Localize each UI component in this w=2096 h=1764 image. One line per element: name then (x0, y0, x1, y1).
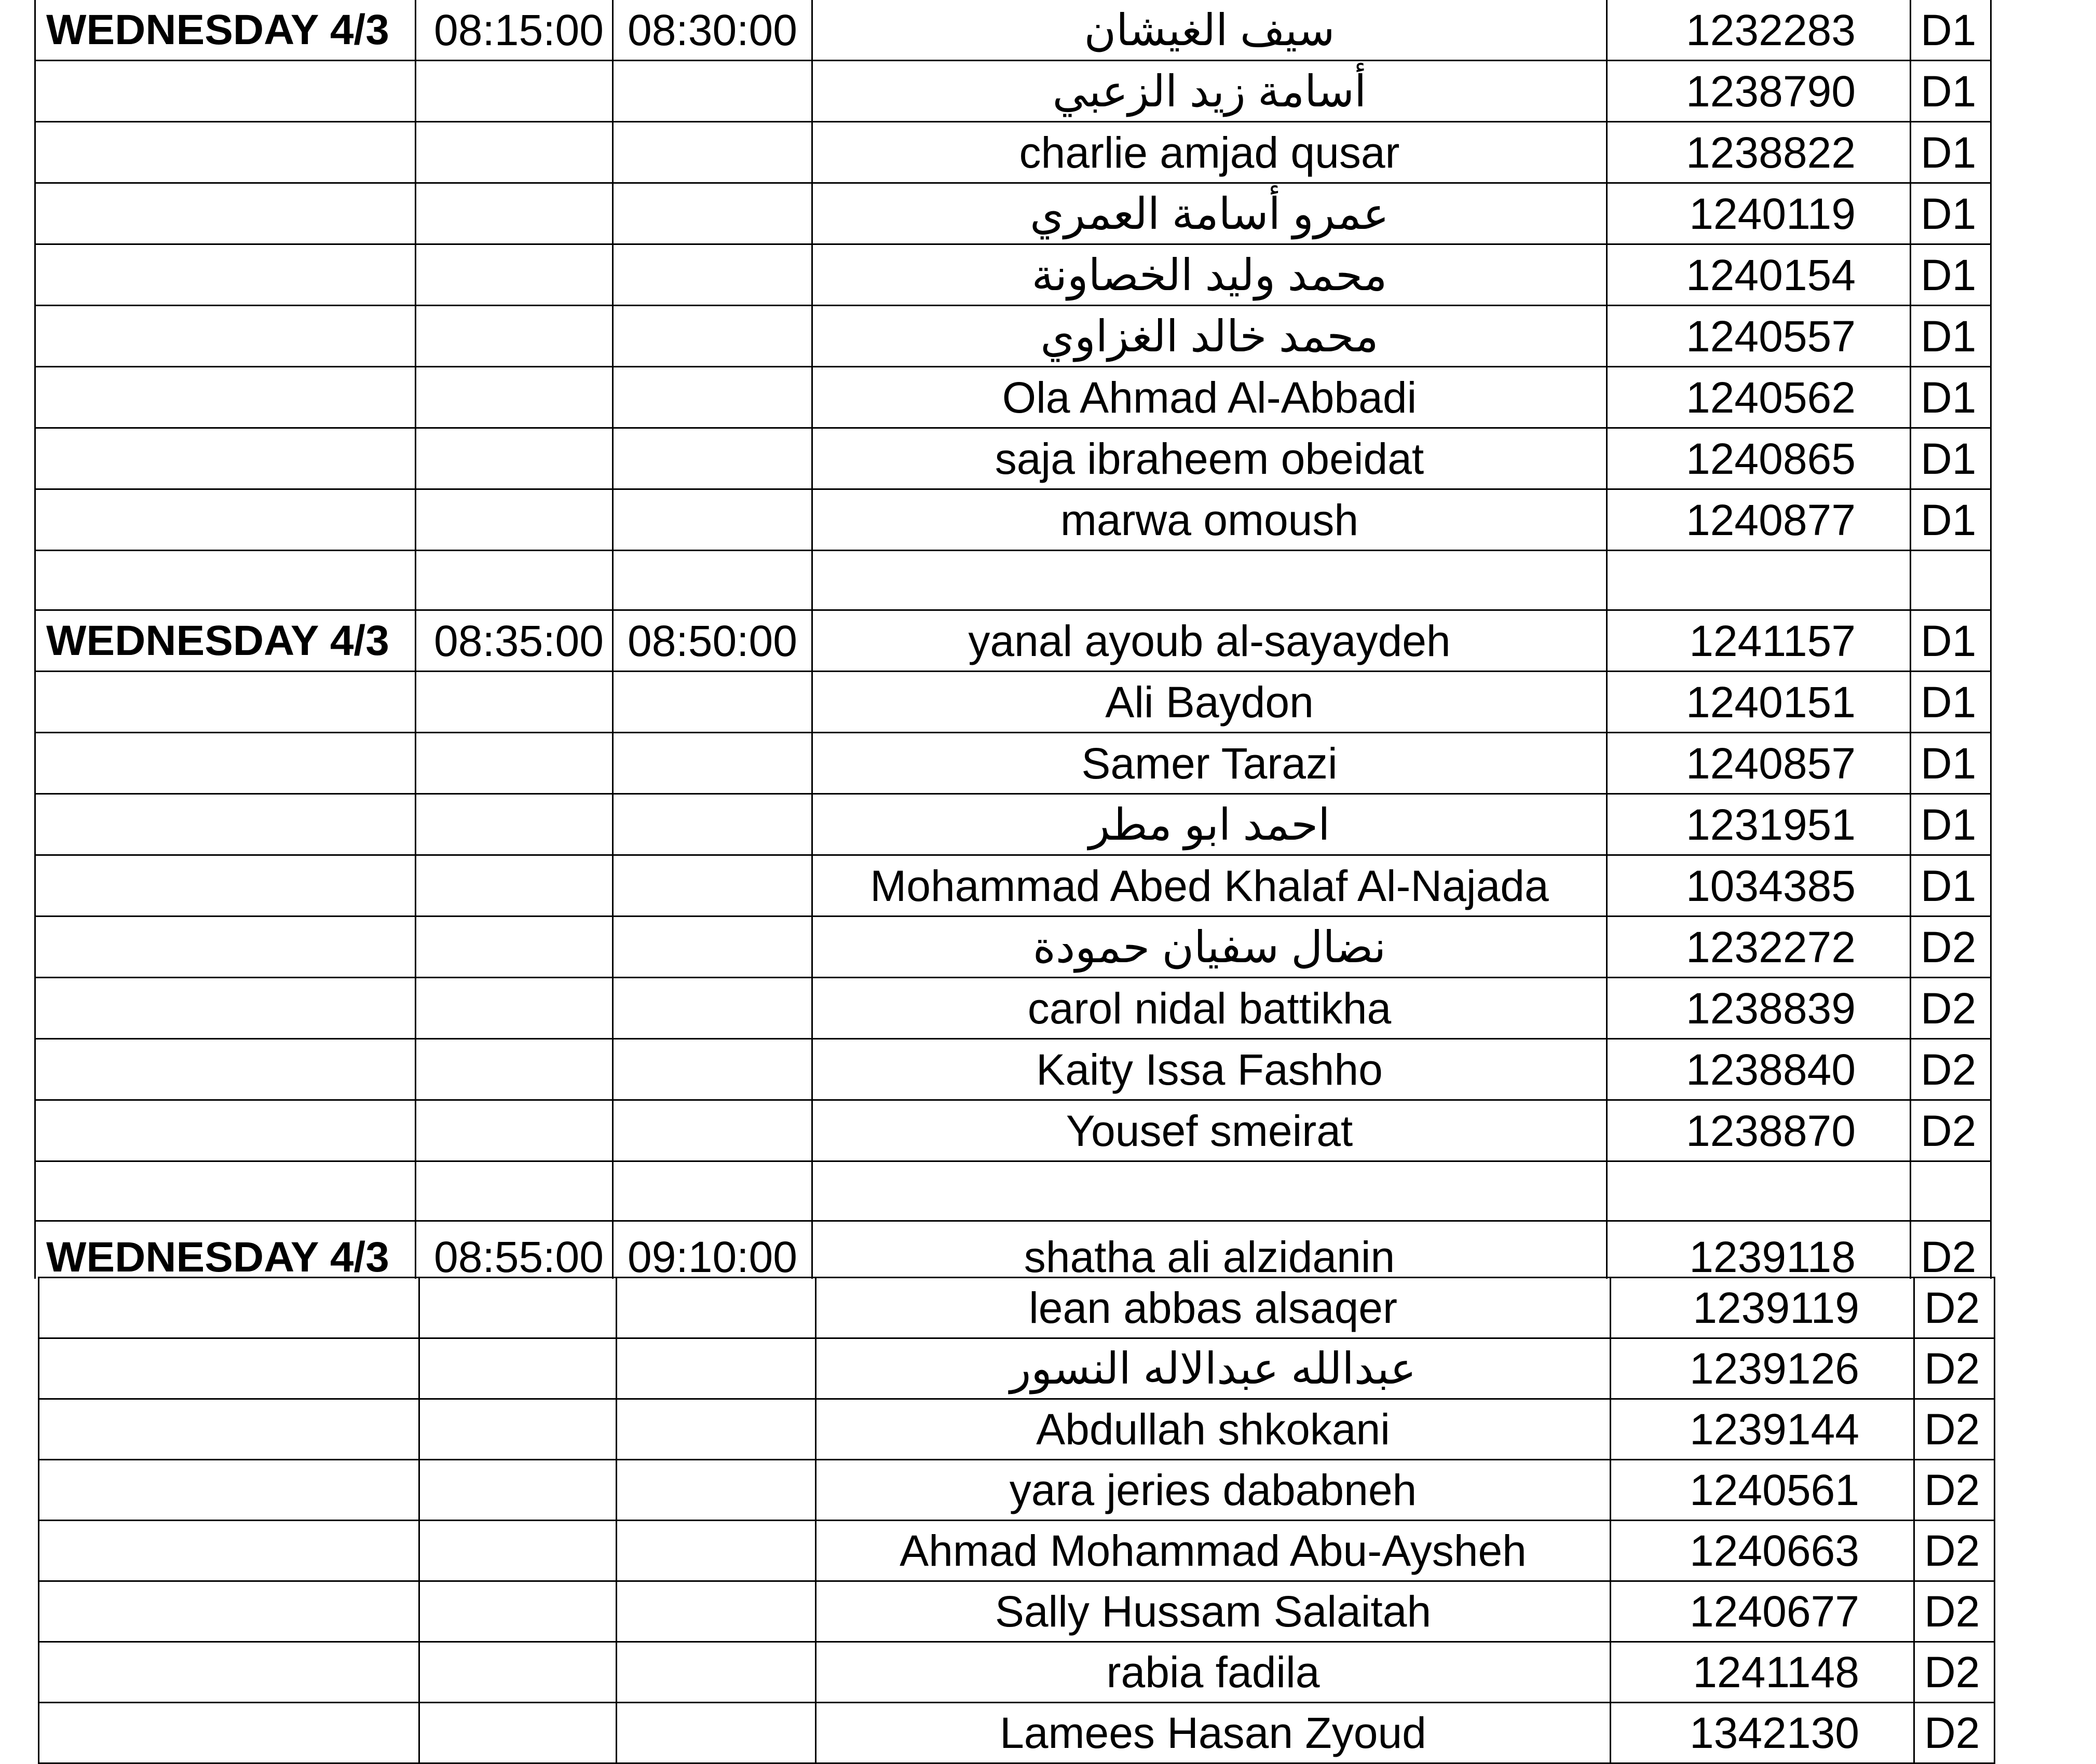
end-time-cell (617, 1278, 816, 1338)
day-cell (39, 1703, 419, 1763)
section-cell: D2 (1914, 1703, 1995, 1763)
student-name-cell: shatha ali alzidanin (812, 1221, 1607, 1279)
end-time-cell (613, 1161, 812, 1221)
end-time-cell (613, 672, 812, 733)
section-cell: D2 (1911, 1221, 1991, 1279)
day-cell (35, 306, 416, 367)
student-id-cell: 1239119 (1611, 1278, 1914, 1338)
end-time-cell: 08:30:00 (613, 0, 812, 61)
day-cell (35, 978, 416, 1039)
student-name-cell: عمرو أسامة العمري (812, 183, 1607, 244)
start-time-cell (416, 183, 613, 244)
day-cell (35, 551, 416, 610)
end-time-cell (613, 61, 812, 122)
start-time-cell (416, 489, 613, 551)
section-cell: D1 (1911, 610, 1991, 672)
student-id-cell: 1231951 (1607, 794, 1911, 855)
student-id-cell (1607, 1161, 1911, 1221)
day-cell (35, 244, 416, 306)
day-cell (39, 1521, 419, 1581)
section-cell: D2 (1914, 1278, 1995, 1338)
student-id-cell: 1239126 (1611, 1338, 1914, 1399)
start-time-cell (416, 1039, 613, 1100)
student-id-cell: 1240865 (1607, 428, 1911, 489)
table-row (35, 855, 1991, 917)
student-name-cell: charlie amjad qusar (812, 122, 1607, 183)
student-id-cell: 1238870 (1607, 1100, 1911, 1161)
start-time-cell (416, 306, 613, 367)
day-cell (35, 1039, 416, 1100)
start-time-cell (416, 978, 613, 1039)
end-time-cell (613, 978, 812, 1039)
end-time-cell (613, 855, 812, 917)
student-name-cell: Kaity Issa Fashho (812, 1039, 1607, 1100)
student-id-cell: 1241148 (1611, 1642, 1914, 1703)
schedule-table-bottom-body (39, 1278, 1995, 1763)
table-row (35, 122, 1991, 183)
student-name-cell: rabia fadila (816, 1642, 1611, 1703)
student-name-cell: carol nidal battikha (812, 978, 1607, 1039)
start-time-cell (419, 1338, 617, 1399)
table-row (35, 1161, 1991, 1221)
section-cell: D1 (1911, 61, 1991, 122)
section-cell: D2 (1914, 1642, 1995, 1703)
day-cell (35, 672, 416, 733)
day-cell (39, 1338, 419, 1399)
student-name-cell: lean abbas alsaqer (816, 1278, 1611, 1338)
section-cell: D2 (1911, 917, 1991, 978)
day-cell (35, 794, 416, 855)
student-name-cell: Ali Baydon (812, 672, 1607, 733)
schedule-table-top (34, 0, 1992, 1279)
section-cell: D2 (1914, 1399, 1995, 1460)
end-time-cell (613, 1039, 812, 1100)
day-cell (39, 1460, 419, 1521)
start-time-cell (416, 244, 613, 306)
day-cell (35, 183, 416, 244)
day-cell: WEDNESDAY 4/3 (35, 0, 416, 61)
start-time-cell (416, 367, 613, 428)
end-time-cell (613, 733, 812, 794)
section-cell (1911, 1161, 1991, 1221)
student-id-cell: 1241157 (1607, 610, 1911, 672)
start-time-cell (416, 917, 613, 978)
table-row (39, 1521, 1995, 1581)
start-time-cell (419, 1581, 617, 1642)
student-name-cell: marwa omoush (812, 489, 1607, 551)
section-cell: D2 (1914, 1460, 1995, 1521)
end-time-cell (613, 489, 812, 551)
day-cell (39, 1581, 419, 1642)
table-row (39, 1581, 1995, 1642)
schedule-table-bottom (38, 1277, 1995, 1764)
start-time-cell: 08:15:00 (416, 0, 613, 61)
table-row (39, 1399, 1995, 1460)
table-row (35, 367, 1991, 428)
table-row (35, 794, 1991, 855)
section-cell: D1 (1911, 244, 1991, 306)
student-id-cell: 1240151 (1607, 672, 1911, 733)
section-cell: D1 (1911, 183, 1991, 244)
section-cell: D1 (1911, 122, 1991, 183)
end-time-cell (617, 1581, 816, 1642)
end-time-cell (617, 1703, 816, 1763)
table-row (35, 489, 1991, 551)
day-cell (35, 489, 416, 551)
student-id-cell: 1240562 (1607, 367, 1911, 428)
start-time-cell (416, 1161, 613, 1221)
day-cell (39, 1278, 419, 1338)
table-row (35, 244, 1991, 306)
section-cell: D2 (1914, 1521, 1995, 1581)
student-name-cell: Yousef smeirat (812, 1100, 1607, 1161)
start-time-cell (419, 1399, 617, 1460)
student-id-cell: 1238840 (1607, 1039, 1911, 1100)
end-time-cell (613, 428, 812, 489)
end-time-cell: 09:10:00 (613, 1221, 812, 1279)
section-cell: D1 (1911, 672, 1991, 733)
day-cell (35, 917, 416, 978)
student-name-cell: yanal ayoub al-sayaydeh (812, 610, 1607, 672)
end-time-cell (613, 551, 812, 610)
section-cell: D2 (1911, 1100, 1991, 1161)
table-row (35, 672, 1991, 733)
section-cell: D1 (1911, 733, 1991, 794)
table-row (35, 0, 1991, 61)
table-row (35, 610, 1991, 672)
student-name-cell (812, 1161, 1607, 1221)
student-name-cell: Ahmad Mohammad Abu-Aysheh (816, 1521, 1611, 1581)
start-time-cell (416, 61, 613, 122)
day-cell (35, 855, 416, 917)
day-cell (35, 1100, 416, 1161)
section-cell: D1 (1911, 306, 1991, 367)
day-cell (35, 733, 416, 794)
student-name-cell: Ola Ahmad Al-Abbadi (812, 367, 1607, 428)
end-time-cell (613, 794, 812, 855)
table-row (35, 61, 1991, 122)
table-row (35, 733, 1991, 794)
student-name-cell: Samer Tarazi (812, 733, 1607, 794)
start-time-cell (416, 122, 613, 183)
section-cell: D1 (1911, 428, 1991, 489)
day-cell (39, 1642, 419, 1703)
student-name-cell: Abdullah shkokani (816, 1399, 1611, 1460)
end-time-cell (613, 306, 812, 367)
student-name-cell: سيف الغيشان (812, 0, 1607, 61)
table-row (39, 1703, 1995, 1763)
end-time-cell (617, 1338, 816, 1399)
end-time-cell (617, 1642, 816, 1703)
student-id-cell: 1034385 (1607, 855, 1911, 917)
start-time-cell (416, 794, 613, 855)
student-id-cell: 1238839 (1607, 978, 1911, 1039)
table-row (35, 551, 1991, 610)
student-id-cell: 1240154 (1607, 244, 1911, 306)
table-row (35, 1039, 1991, 1100)
end-time-cell (617, 1460, 816, 1521)
day-cell (35, 1161, 416, 1221)
student-name-cell: saja ibraheem obeidat (812, 428, 1607, 489)
student-id-cell: 1239144 (1611, 1399, 1914, 1460)
start-time-cell (416, 672, 613, 733)
student-id-cell: 1240857 (1607, 733, 1911, 794)
student-name-cell: Sally Hussam Salaitah (816, 1581, 1611, 1642)
table-row (39, 1460, 1995, 1521)
section-cell: D1 (1911, 794, 1991, 855)
table-row (35, 306, 1991, 367)
day-cell (39, 1399, 419, 1460)
student-id-cell: 1240119 (1607, 183, 1911, 244)
start-time-cell: 08:55:00 (416, 1221, 613, 1279)
section-cell: D1 (1911, 0, 1991, 61)
end-time-cell (617, 1521, 816, 1581)
student-name-cell (812, 551, 1607, 610)
student-name-cell: yara jeries dababneh (816, 1460, 1611, 1521)
end-time-cell (613, 1100, 812, 1161)
day-cell (35, 428, 416, 489)
student-name-cell: نضال سفيان حمودة (812, 917, 1607, 978)
student-name-cell: محمد وليد الخصاونة (812, 244, 1607, 306)
section-cell: D2 (1914, 1338, 1995, 1399)
end-time-cell (613, 367, 812, 428)
table-row (35, 917, 1991, 978)
section-cell: D2 (1911, 1039, 1991, 1100)
student-id-cell: 1240663 (1611, 1521, 1914, 1581)
student-id-cell: 1238790 (1607, 61, 1911, 122)
start-time-cell (419, 1642, 617, 1703)
student-name-cell: محمد خالد الغزاوي (812, 306, 1607, 367)
student-id-cell (1607, 551, 1911, 610)
table-row (35, 1221, 1991, 1279)
student-name-cell: احمد ابو مطر (812, 794, 1607, 855)
day-cell (35, 61, 416, 122)
section-cell: D1 (1911, 367, 1991, 428)
day-cell (35, 367, 416, 428)
student-id-cell: 1240557 (1607, 306, 1911, 367)
student-name-cell: Mohammad Abed Khalaf Al-Najada (812, 855, 1607, 917)
end-time-cell (613, 917, 812, 978)
table-row (35, 978, 1991, 1039)
start-time-cell: 08:35:00 (416, 610, 613, 672)
section-cell: D1 (1911, 489, 1991, 551)
start-time-cell (419, 1460, 617, 1521)
table-row (39, 1278, 1995, 1338)
student-id-cell: 1239118 (1607, 1221, 1911, 1279)
day-cell: WEDNESDAY 4/3 (35, 610, 416, 672)
day-cell: WEDNESDAY 4/3 (35, 1221, 416, 1279)
start-time-cell (416, 428, 613, 489)
student-name-cell: Lamees Hasan Zyoud (816, 1703, 1611, 1763)
day-cell (35, 122, 416, 183)
student-id-cell: 1238822 (1607, 122, 1911, 183)
student-id-cell: 1232272 (1607, 917, 1911, 978)
start-time-cell (419, 1703, 617, 1763)
schedule-table-top-body (35, 0, 1991, 1279)
section-cell: D1 (1911, 855, 1991, 917)
start-time-cell (416, 1100, 613, 1161)
table-row (35, 1100, 1991, 1161)
table-row (39, 1642, 1995, 1703)
student-name-cell: أسامة زيد الزعبي (812, 61, 1607, 122)
student-id-cell: 1240877 (1607, 489, 1911, 551)
table-row (35, 428, 1991, 489)
student-id-cell: 1240677 (1611, 1581, 1914, 1642)
table-row (35, 183, 1991, 244)
student-name-cell: عبدالله عبدالاله النسور (816, 1338, 1611, 1399)
student-id-cell: 1240561 (1611, 1460, 1914, 1521)
table-row (39, 1338, 1995, 1399)
section-cell (1911, 551, 1991, 610)
end-time-cell (613, 183, 812, 244)
start-time-cell (419, 1521, 617, 1581)
start-time-cell (416, 733, 613, 794)
end-time-cell (617, 1399, 816, 1460)
end-time-cell (613, 244, 812, 306)
section-cell: D2 (1914, 1581, 1995, 1642)
start-time-cell (416, 551, 613, 610)
student-id-cell: 1232283 (1607, 0, 1911, 61)
end-time-cell: 08:50:00 (613, 610, 812, 672)
end-time-cell (613, 122, 812, 183)
start-time-cell (419, 1278, 617, 1338)
student-id-cell: 1342130 (1611, 1703, 1914, 1763)
start-time-cell (416, 855, 613, 917)
section-cell: D2 (1911, 978, 1991, 1039)
